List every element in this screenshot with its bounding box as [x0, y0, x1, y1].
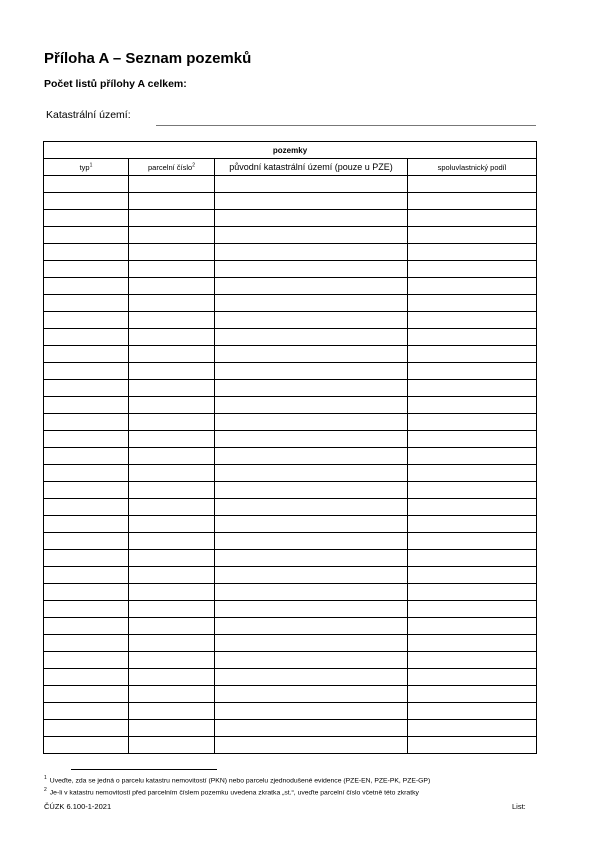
cell-co-ownership-share[interactable] [408, 465, 537, 482]
footnote-2: $^2$ Je-li v katastru nemovitostí před parcelním číslem pozemku uvedena zkratka „st.“, uveďte parcelní číslo včetně této zkratky [44, 787, 419, 797]
cell-original-cadastral-area[interactable] [215, 618, 408, 635]
cell-co-ownership-share[interactable] [408, 227, 537, 244]
cell-co-ownership-share[interactable] [408, 635, 537, 652]
table-row [44, 703, 537, 720]
cell-co-ownership-share[interactable] [408, 482, 537, 499]
cell-parcel-number[interactable] [129, 312, 215, 329]
cell-parcel-number[interactable] [129, 329, 215, 346]
table-row [44, 669, 537, 686]
cell-parcel-number[interactable] [129, 397, 215, 414]
cell-type[interactable] [44, 176, 129, 193]
cell-parcel-number[interactable] [129, 720, 215, 737]
table-row [44, 584, 537, 601]
cell-type[interactable] [44, 227, 129, 244]
cell-co-ownership-share[interactable] [408, 669, 537, 686]
cell-co-ownership-share[interactable] [408, 380, 537, 397]
table-row [44, 244, 537, 261]
table-row [44, 261, 537, 278]
cell-type[interactable] [44, 550, 129, 567]
cell-parcel-number[interactable] [129, 618, 215, 635]
cell-original-cadastral-area[interactable] [215, 278, 408, 295]
table-row [44, 567, 537, 584]
cell-type[interactable] [44, 278, 129, 295]
cell-co-ownership-share[interactable] [408, 210, 537, 227]
cell-original-cadastral-area[interactable] [215, 210, 408, 227]
cell-type[interactable] [44, 482, 129, 499]
cell-co-ownership-share[interactable] [408, 193, 537, 210]
cell-parcel-number[interactable] [129, 465, 215, 482]
cell-original-cadastral-area[interactable] [215, 414, 408, 431]
cell-type[interactable] [44, 380, 129, 397]
cell-parcel-number[interactable] [129, 703, 215, 720]
cell-parcel-number[interactable] [129, 448, 215, 465]
table-row [44, 635, 537, 652]
cell-original-cadastral-area[interactable] [215, 703, 408, 720]
footnote-1: $^1$ Uveďte, zda se jedná o parcelu katastru nemovitostí (PKN) nebo parcelu zjednodušené evidence (PZE-EN, PZE-PK, PZE-GP) [44, 775, 431, 785]
cell-parcel-number[interactable] [129, 431, 215, 448]
cell-type[interactable] [44, 431, 129, 448]
table-row [44, 516, 537, 533]
table-row [44, 295, 537, 312]
cell-co-ownership-share[interactable] [408, 346, 537, 363]
cell-type[interactable] [44, 414, 129, 431]
column-header-parcel-number: parcelní číslo$^2$ [129, 159, 215, 176]
cell-type[interactable] [44, 652, 129, 669]
page-title: Příloha A – Seznam pozemků [44, 50, 252, 67]
cell-original-cadastral-area[interactable] [215, 482, 408, 499]
cell-type[interactable] [44, 465, 129, 482]
cell-co-ownership-share[interactable] [408, 312, 537, 329]
table-row [44, 329, 537, 346]
cell-original-cadastral-area[interactable] [215, 431, 408, 448]
cell-original-cadastral-area[interactable] [215, 176, 408, 193]
cell-type[interactable] [44, 448, 129, 465]
cell-parcel-number[interactable] [129, 482, 215, 499]
table-row [44, 312, 537, 329]
cell-original-cadastral-area[interactable] [215, 686, 408, 703]
cell-parcel-number[interactable] [129, 499, 215, 516]
cell-type[interactable] [44, 618, 129, 635]
cell-parcel-number[interactable] [129, 669, 215, 686]
cell-parcel-number[interactable] [129, 635, 215, 652]
table-row [44, 227, 537, 244]
sheet-count-label: Počet listů přílohy A celkem: [44, 78, 187, 90]
cell-type[interactable] [44, 295, 129, 312]
cell-original-cadastral-area[interactable] [215, 550, 408, 567]
cell-parcel-number[interactable] [129, 516, 215, 533]
footnote-ref: 1 [89, 162, 93, 168]
cell-co-ownership-share[interactable] [408, 329, 537, 346]
cell-type[interactable] [44, 261, 129, 278]
sheet-number-label: List: [512, 802, 526, 811]
cell-type[interactable] [44, 584, 129, 601]
cell-original-cadastral-area[interactable] [215, 601, 408, 618]
cell-co-ownership-share[interactable] [408, 584, 537, 601]
cell-original-cadastral-area[interactable] [215, 397, 408, 414]
cell-original-cadastral-area[interactable] [215, 363, 408, 380]
cell-parcel-number[interactable] [129, 550, 215, 567]
table-row [44, 346, 537, 363]
cell-type[interactable] [44, 669, 129, 686]
cell-type[interactable] [44, 363, 129, 380]
cell-co-ownership-share[interactable] [408, 397, 537, 414]
table-row [44, 465, 537, 482]
cell-type[interactable] [44, 516, 129, 533]
cell-co-ownership-share[interactable] [408, 431, 537, 448]
cell-co-ownership-share[interactable] [408, 652, 537, 669]
cell-parcel-number[interactable] [129, 584, 215, 601]
parcel-table [43, 141, 537, 754]
cell-parcel-number[interactable] [129, 295, 215, 312]
cell-co-ownership-share[interactable] [408, 516, 537, 533]
table-row [44, 618, 537, 635]
cell-original-cadastral-area[interactable] [215, 227, 408, 244]
cell-type[interactable] [44, 397, 129, 414]
cell-co-ownership-share[interactable] [408, 261, 537, 278]
cell-original-cadastral-area[interactable] [215, 533, 408, 550]
cell-co-ownership-share[interactable] [408, 720, 537, 737]
cell-original-cadastral-area[interactable] [215, 635, 408, 652]
cell-co-ownership-share[interactable] [408, 601, 537, 618]
cell-original-cadastral-area[interactable] [215, 652, 408, 669]
table-body [44, 176, 537, 754]
footnote-ref: 2 [192, 162, 195, 168]
cell-parcel-number[interactable] [129, 601, 215, 618]
table-row [44, 499, 537, 516]
cell-parcel-number[interactable] [129, 193, 215, 210]
cell-original-cadastral-area[interactable] [215, 584, 408, 601]
cell-parcel-number[interactable] [129, 261, 215, 278]
cell-co-ownership-share[interactable] [408, 703, 537, 720]
column-header-original-cadastral-area: původní katastrální území (pouze u PZE) [215, 159, 408, 176]
cell-type[interactable] [44, 737, 129, 754]
cell-co-ownership-share[interactable] [408, 550, 537, 567]
cell-parcel-number[interactable] [129, 652, 215, 669]
cell-original-cadastral-area[interactable] [215, 295, 408, 312]
table-row [44, 210, 537, 227]
cell-original-cadastral-area[interactable] [215, 567, 408, 584]
cell-parcel-number[interactable] [129, 380, 215, 397]
cell-original-cadastral-area[interactable] [215, 244, 408, 261]
table-row [44, 193, 537, 210]
cell-type[interactable] [44, 567, 129, 584]
cell-original-cadastral-area[interactable] [215, 193, 408, 210]
cell-original-cadastral-area[interactable] [215, 329, 408, 346]
cell-co-ownership-share[interactable] [408, 244, 537, 261]
cell-parcel-number[interactable] [129, 533, 215, 550]
cell-parcel-number[interactable] [129, 363, 215, 380]
cell-type[interactable] [44, 193, 129, 210]
cell-type[interactable] [44, 686, 129, 703]
cell-parcel-number[interactable] [129, 567, 215, 584]
form-code: ČÚZK 6.100-1-2021 [44, 802, 112, 811]
cell-type[interactable] [44, 312, 129, 329]
cell-co-ownership-share[interactable] [408, 363, 537, 380]
cell-co-ownership-share[interactable] [408, 448, 537, 465]
table-row [44, 737, 537, 754]
cell-type[interactable] [44, 244, 129, 261]
cell-co-ownership-share[interactable] [408, 295, 537, 312]
table-row [44, 448, 537, 465]
cell-co-ownership-share[interactable] [408, 414, 537, 431]
table-row [44, 380, 537, 397]
cell-parcel-number[interactable] [129, 414, 215, 431]
table-row [44, 652, 537, 669]
cell-original-cadastral-area[interactable] [215, 380, 408, 397]
cell-original-cadastral-area[interactable] [215, 346, 408, 363]
table-row [44, 482, 537, 499]
cell-original-cadastral-area[interactable] [215, 465, 408, 482]
cell-co-ownership-share[interactable] [408, 567, 537, 584]
cadastral-area-field[interactable] [156, 125, 536, 126]
cell-parcel-number[interactable] [129, 244, 215, 261]
cell-parcel-number[interactable] [129, 210, 215, 227]
table-row [44, 414, 537, 431]
cell-original-cadastral-area[interactable] [215, 669, 408, 686]
cell-co-ownership-share[interactable] [408, 533, 537, 550]
cell-parcel-number[interactable] [129, 176, 215, 193]
cell-original-cadastral-area[interactable] [215, 448, 408, 465]
cell-type[interactable] [44, 703, 129, 720]
table-row [44, 431, 537, 448]
cell-original-cadastral-area[interactable] [215, 499, 408, 516]
table-row [44, 363, 537, 380]
cell-original-cadastral-area[interactable] [215, 261, 408, 278]
column-header-co-ownership-share: spoluvlastnický podíl [408, 159, 537, 176]
table-row [44, 176, 537, 193]
cell-type[interactable] [44, 720, 129, 737]
cell-parcel-number[interactable] [129, 346, 215, 363]
table-group-header: pozemky [44, 142, 537, 159]
cell-type[interactable] [44, 533, 129, 550]
footnote-divider [71, 769, 217, 770]
column-header-type: typ$^1$ [44, 159, 129, 176]
cell-type[interactable] [44, 499, 129, 516]
table-row [44, 397, 537, 414]
cell-co-ownership-share[interactable] [408, 686, 537, 703]
cell-original-cadastral-area[interactable] [215, 737, 408, 754]
cell-type[interactable] [44, 329, 129, 346]
cell-co-ownership-share[interactable] [408, 278, 537, 295]
cell-type[interactable] [44, 210, 129, 227]
cell-parcel-number[interactable] [129, 686, 215, 703]
cell-parcel-number[interactable] [129, 227, 215, 244]
table-row [44, 601, 537, 618]
table-row [44, 720, 537, 737]
cell-original-cadastral-area[interactable] [215, 516, 408, 533]
cell-parcel-number[interactable] [129, 737, 215, 754]
cell-parcel-number[interactable] [129, 278, 215, 295]
table-row [44, 686, 537, 703]
cell-type[interactable] [44, 635, 129, 652]
cadastral-area-label: Katastrální území: [46, 109, 131, 121]
table-row [44, 533, 537, 550]
table-row [44, 278, 537, 295]
cell-co-ownership-share[interactable] [408, 737, 537, 754]
cell-type[interactable] [44, 346, 129, 363]
cell-original-cadastral-area[interactable] [215, 312, 408, 329]
cell-type[interactable] [44, 601, 129, 618]
cell-co-ownership-share[interactable] [408, 618, 537, 635]
cell-co-ownership-share[interactable] [408, 499, 537, 516]
table-row [44, 550, 537, 567]
cell-original-cadastral-area[interactable] [215, 720, 408, 737]
cell-co-ownership-share[interactable] [408, 176, 537, 193]
